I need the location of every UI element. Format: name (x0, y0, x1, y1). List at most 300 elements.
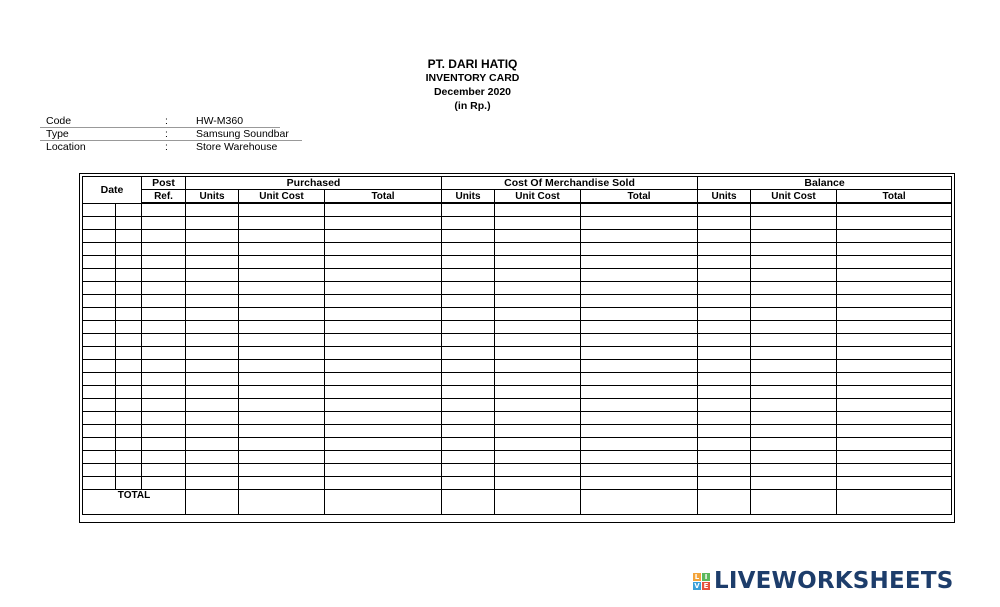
entry-cell[interactable] (837, 477, 952, 490)
entry-cell[interactable] (751, 217, 837, 230)
entry-cell[interactable] (325, 360, 442, 373)
meta-label-code: Code (46, 115, 72, 127)
entry-cell[interactable] (751, 399, 837, 412)
entry-cell[interactable] (581, 464, 698, 477)
entry-cell[interactable] (239, 295, 325, 308)
entry-cell[interactable] (581, 308, 698, 321)
entry-cell[interactable] (83, 334, 116, 347)
entry-cell[interactable] (581, 243, 698, 256)
entry-cell[interactable] (581, 347, 698, 360)
entry-cell[interactable] (83, 451, 116, 464)
entry-cell[interactable] (495, 334, 581, 347)
company-name: PT. DARI HATIQ (427, 57, 518, 71)
entry-cell[interactable] (116, 243, 142, 256)
entry-cell[interactable] (116, 464, 142, 477)
entry-cell[interactable] (116, 360, 142, 373)
entry-cell[interactable] (751, 438, 837, 451)
entry-cell[interactable] (837, 347, 952, 360)
entry-cell[interactable] (442, 464, 495, 477)
entry-cell[interactable] (325, 451, 442, 464)
entry-cell[interactable] (239, 425, 325, 438)
entry-cell[interactable] (837, 373, 952, 386)
entry-cell[interactable] (83, 438, 116, 451)
balance-header: Balance (698, 177, 952, 190)
entry-cell[interactable] (442, 295, 495, 308)
total-label: TOTAL (83, 490, 186, 515)
entry-cell[interactable] (116, 412, 142, 425)
entry-cell[interactable] (751, 295, 837, 308)
entry-cell[interactable] (495, 256, 581, 269)
entry-cell[interactable] (325, 347, 442, 360)
entry-cell[interactable] (83, 321, 116, 334)
entry-cell[interactable] (442, 425, 495, 438)
entry-cell[interactable] (751, 477, 837, 490)
entry-cell[interactable] (442, 230, 495, 243)
total-cell[interactable] (186, 490, 239, 515)
entry-cell[interactable] (442, 373, 495, 386)
entry-cell[interactable] (325, 399, 442, 412)
entry-cell[interactable] (325, 464, 442, 477)
entry-cell[interactable] (751, 282, 837, 295)
entry-cell[interactable] (751, 269, 837, 282)
table-row (83, 256, 952, 269)
entry-cell[interactable] (116, 425, 142, 438)
entry-cell[interactable] (325, 256, 442, 269)
entry-cell[interactable] (186, 360, 239, 373)
entry-cell[interactable] (581, 295, 698, 308)
entry-cell[interactable] (581, 451, 698, 464)
entry-cell[interactable] (142, 451, 186, 464)
entry-cell[interactable] (751, 334, 837, 347)
entry-cell[interactable] (239, 399, 325, 412)
entry-cell[interactable] (837, 334, 952, 347)
entry-cell[interactable] (837, 295, 952, 308)
entry-cell[interactable] (325, 282, 442, 295)
entry-cell[interactable] (186, 203, 239, 217)
entry-cell[interactable] (142, 373, 186, 386)
entry-cell[interactable] (83, 347, 116, 360)
entry-cell[interactable] (698, 360, 751, 373)
entry-cell[interactable] (186, 308, 239, 321)
total-cell[interactable] (751, 490, 837, 515)
entry-cell[interactable] (116, 203, 142, 217)
entry-cell[interactable] (581, 203, 698, 217)
entry-cell[interactable] (495, 269, 581, 282)
entry-cell[interactable] (495, 308, 581, 321)
entry-cell[interactable] (442, 477, 495, 490)
total-cell[interactable] (442, 490, 495, 515)
entry-cell[interactable] (186, 256, 239, 269)
entry-cell[interactable] (581, 360, 698, 373)
table-row (83, 425, 952, 438)
entry-cell[interactable] (442, 438, 495, 451)
entry-cell[interactable] (186, 425, 239, 438)
entry-cell[interactable] (116, 373, 142, 386)
entry-cell[interactable] (239, 256, 325, 269)
entry-cell[interactable] (837, 464, 952, 477)
meta-value-location: Store Warehouse (196, 141, 278, 153)
entry-cell[interactable] (495, 386, 581, 399)
entry-cell[interactable] (239, 243, 325, 256)
table-row (83, 451, 952, 464)
entry-cell[interactable] (698, 412, 751, 425)
entry-cell[interactable] (142, 412, 186, 425)
entry-cell[interactable] (239, 308, 325, 321)
entry-cell[interactable] (837, 412, 952, 425)
entry-cell[interactable] (751, 373, 837, 386)
entry-cell[interactable] (142, 282, 186, 295)
entry-cell[interactable] (186, 217, 239, 230)
entry-cell[interactable] (698, 477, 751, 490)
entry-cell[interactable] (751, 308, 837, 321)
entry-cell[interactable] (116, 438, 142, 451)
entry-cell[interactable] (837, 203, 952, 217)
entry-cell[interactable] (837, 321, 952, 334)
entry-cell[interactable] (442, 321, 495, 334)
entry-cell[interactable] (581, 373, 698, 386)
entry-cell[interactable] (837, 230, 952, 243)
entry-cell[interactable] (116, 217, 142, 230)
entry-cell[interactable] (581, 256, 698, 269)
entry-cell[interactable] (116, 386, 142, 399)
entry-cell[interactable] (837, 217, 952, 230)
entry-cell[interactable] (239, 282, 325, 295)
entry-cell[interactable] (116, 295, 142, 308)
entry-cell[interactable] (186, 243, 239, 256)
total-cell[interactable] (495, 490, 581, 515)
entry-cell[interactable] (581, 334, 698, 347)
entry-cell[interactable] (581, 438, 698, 451)
entry-cell[interactable] (698, 399, 751, 412)
entry-cell[interactable] (325, 373, 442, 386)
table-row (83, 230, 952, 243)
entry-cell[interactable] (239, 321, 325, 334)
entry-cell[interactable] (837, 243, 952, 256)
entry-cell[interactable] (186, 438, 239, 451)
entry-cell[interactable] (581, 282, 698, 295)
entry-cell[interactable] (837, 308, 952, 321)
entry-cell[interactable] (442, 282, 495, 295)
entry-cell[interactable] (581, 321, 698, 334)
entry-cell[interactable] (83, 412, 116, 425)
entry-cell[interactable] (495, 360, 581, 373)
entry-cell[interactable] (581, 217, 698, 230)
entry-cell[interactable] (239, 464, 325, 477)
entry-cell[interactable] (142, 425, 186, 438)
entry-cell[interactable] (142, 321, 186, 334)
entry-cell[interactable] (83, 399, 116, 412)
entry-cell[interactable] (751, 347, 837, 360)
entry-cell[interactable] (142, 230, 186, 243)
entry-cell[interactable] (698, 373, 751, 386)
entry-cell[interactable] (581, 399, 698, 412)
entry-cell[interactable] (83, 386, 116, 399)
entry-cell[interactable] (116, 399, 142, 412)
entry-cell[interactable] (698, 230, 751, 243)
entry-cell[interactable] (581, 230, 698, 243)
entry-cell[interactable] (186, 321, 239, 334)
entry-cell[interactable] (83, 464, 116, 477)
entry-cell[interactable] (83, 230, 116, 243)
liveworksheets-logo (693, 568, 953, 594)
entry-cell[interactable] (142, 295, 186, 308)
entry-cell[interactable] (83, 425, 116, 438)
entry-cell[interactable] (83, 269, 116, 282)
entry-cell[interactable] (239, 477, 325, 490)
entry-cell[interactable] (698, 203, 751, 217)
currency-note: (in Rp.) (454, 100, 491, 112)
entry-cell[interactable] (442, 256, 495, 269)
entry-cell[interactable] (442, 203, 495, 217)
entry-cell[interactable] (325, 386, 442, 399)
entry-cell[interactable] (142, 464, 186, 477)
entry-cell[interactable] (837, 386, 952, 399)
entry-cell[interactable] (442, 360, 495, 373)
entry-cell[interactable] (495, 203, 581, 217)
entry-cell[interactable] (837, 269, 952, 282)
entry-cell[interactable] (186, 386, 239, 399)
entry-cell[interactable] (186, 373, 239, 386)
meta-value-type: Samsung Soundbar (196, 128, 289, 140)
entry-cell[interactable] (186, 295, 239, 308)
entry-cell[interactable] (186, 451, 239, 464)
entry-cell[interactable] (495, 399, 581, 412)
entry-cell[interactable] (495, 451, 581, 464)
entry-cell[interactable] (83, 295, 116, 308)
entry-cell[interactable] (116, 230, 142, 243)
entry-cell[interactable] (698, 425, 751, 438)
entry-cell[interactable] (142, 203, 186, 217)
entry-cell[interactable] (751, 203, 837, 217)
entry-cell[interactable] (142, 308, 186, 321)
entry-cell[interactable] (116, 256, 142, 269)
entry-cell[interactable] (837, 399, 952, 412)
cogs-total-header: Total (581, 190, 698, 204)
entry-cell[interactable] (186, 334, 239, 347)
entry-cell[interactable] (442, 412, 495, 425)
entry-cell[interactable] (186, 477, 239, 490)
table-row (83, 217, 952, 230)
entry-cell[interactable] (581, 412, 698, 425)
entry-cell[interactable] (837, 451, 952, 464)
entry-cell[interactable] (495, 412, 581, 425)
entry-cell[interactable] (495, 477, 581, 490)
entry-cell[interactable] (116, 282, 142, 295)
entry-cell[interactable] (837, 256, 952, 269)
entry-cell[interactable] (442, 399, 495, 412)
entry-cell[interactable] (495, 464, 581, 477)
table-row (83, 477, 952, 490)
total-cell[interactable] (581, 490, 698, 515)
entry-cell[interactable] (751, 256, 837, 269)
entry-cell[interactable] (83, 243, 116, 256)
entry-cell[interactable] (698, 282, 751, 295)
entry-cell[interactable] (116, 269, 142, 282)
entry-cell[interactable] (442, 217, 495, 230)
entry-cell[interactable] (142, 217, 186, 230)
entry-cell[interactable] (495, 295, 581, 308)
purchased-total-header: Total (325, 190, 442, 204)
entry-cell[interactable] (83, 203, 116, 217)
entry-cell[interactable] (239, 373, 325, 386)
entry-cell[interactable] (142, 256, 186, 269)
meta-value-code: HW-M360 (196, 115, 244, 127)
entry-cell[interactable] (837, 438, 952, 451)
entry-cell[interactable] (442, 243, 495, 256)
entry-cell[interactable] (325, 308, 442, 321)
entry-cell[interactable] (116, 308, 142, 321)
entry-cell[interactable] (581, 269, 698, 282)
entry-cell[interactable] (186, 412, 239, 425)
entry-cell[interactable] (495, 373, 581, 386)
entry-cell[interactable] (325, 438, 442, 451)
entry-cell[interactable] (83, 282, 116, 295)
entry-cell[interactable] (239, 438, 325, 451)
entry-cell[interactable] (239, 412, 325, 425)
entry-cell[interactable] (751, 230, 837, 243)
entry-cell[interactable] (751, 386, 837, 399)
entry-cell[interactable] (325, 334, 442, 347)
entry-cell[interactable] (239, 386, 325, 399)
entry-cell[interactable] (325, 477, 442, 490)
entry-cell[interactable] (116, 477, 142, 490)
entry-cell[interactable] (442, 334, 495, 347)
entry-cell[interactable] (442, 451, 495, 464)
cogs-unit-cost-header: Unit Cost (495, 190, 581, 204)
entry-cell[interactable] (325, 230, 442, 243)
entry-cell[interactable] (325, 321, 442, 334)
total-cell[interactable] (239, 490, 325, 515)
entry-cell[interactable] (186, 282, 239, 295)
entry-cell[interactable] (142, 360, 186, 373)
entry-cell[interactable] (142, 334, 186, 347)
entry-cell[interactable] (142, 269, 186, 282)
entry-cell[interactable] (442, 269, 495, 282)
entry-cell[interactable] (186, 230, 239, 243)
entry-cell[interactable] (239, 334, 325, 347)
entry-cell[interactable] (142, 399, 186, 412)
entry-cell[interactable] (116, 334, 142, 347)
entry-cell[interactable] (239, 360, 325, 373)
entry-cell[interactable] (186, 347, 239, 360)
entry-cell[interactable] (239, 451, 325, 464)
entry-cell[interactable] (751, 360, 837, 373)
entry-cell[interactable] (581, 477, 698, 490)
entry-cell[interactable] (142, 386, 186, 399)
table-row (83, 269, 952, 282)
entry-cell[interactable] (698, 295, 751, 308)
table-row (83, 347, 952, 360)
entry-cell[interactable] (698, 386, 751, 399)
purchased-unit-cost-header: Unit Cost (239, 190, 325, 204)
entry-cell[interactable] (83, 373, 116, 386)
entry-cell[interactable] (698, 321, 751, 334)
entry-cell[interactable] (83, 217, 116, 230)
entry-cell[interactable] (325, 217, 442, 230)
entry-cell[interactable] (325, 269, 442, 282)
entry-cell[interactable] (239, 269, 325, 282)
entry-cell[interactable] (495, 230, 581, 243)
entry-cell[interactable] (837, 360, 952, 373)
entry-cell[interactable] (751, 425, 837, 438)
entry-cell[interactable] (186, 399, 239, 412)
meta-row-location (46, 141, 346, 154)
entry-cell[interactable] (698, 464, 751, 477)
entry-cell[interactable] (239, 347, 325, 360)
entry-cell[interactable] (83, 360, 116, 373)
entry-cell[interactable] (698, 243, 751, 256)
entry-cell[interactable] (698, 217, 751, 230)
entry-cell[interactable] (239, 230, 325, 243)
entry-cell[interactable] (698, 438, 751, 451)
entry-cell[interactable] (83, 256, 116, 269)
entry-cell[interactable] (698, 256, 751, 269)
inventory-card (79, 173, 955, 523)
entry-cell[interactable] (442, 386, 495, 399)
entry-cell[interactable] (186, 464, 239, 477)
entry-cell[interactable] (442, 308, 495, 321)
entry-cell[interactable] (698, 308, 751, 321)
table-row (83, 334, 952, 347)
entry-cell[interactable] (837, 425, 952, 438)
entry-cell[interactable] (751, 412, 837, 425)
entry-cell[interactable] (142, 347, 186, 360)
entry-cell[interactable] (239, 203, 325, 217)
entry-cell[interactable] (142, 243, 186, 256)
entry-cell[interactable] (751, 464, 837, 477)
entry-cell[interactable] (837, 282, 952, 295)
entry-cell[interactable] (116, 451, 142, 464)
entry-cell[interactable] (751, 243, 837, 256)
entry-cell[interactable] (325, 243, 442, 256)
table-row (83, 438, 952, 451)
entry-cell[interactable] (495, 282, 581, 295)
total-cell[interactable] (325, 490, 442, 515)
entry-cell[interactable] (83, 308, 116, 321)
entry-cell[interactable] (495, 425, 581, 438)
total-cell[interactable] (837, 490, 952, 515)
entry-cell[interactable] (142, 438, 186, 451)
entry-cell[interactable] (495, 217, 581, 230)
entry-cell[interactable] (442, 347, 495, 360)
entry-cell[interactable] (495, 243, 581, 256)
entry-cell[interactable] (495, 321, 581, 334)
entry-cell[interactable] (581, 386, 698, 399)
entry-cell[interactable] (495, 347, 581, 360)
entry-cell[interactable] (698, 451, 751, 464)
entry-cell[interactable] (186, 269, 239, 282)
entry-cell[interactable] (142, 477, 186, 490)
entry-cell[interactable] (239, 217, 325, 230)
total-row (83, 490, 952, 515)
entry-cell[interactable] (325, 412, 442, 425)
entry-cell[interactable] (751, 451, 837, 464)
table-row (83, 308, 952, 321)
entry-cell[interactable] (698, 347, 751, 360)
total-cell[interactable] (698, 490, 751, 515)
entry-cell[interactable] (495, 438, 581, 451)
entry-cell[interactable] (83, 477, 116, 490)
entry-cell[interactable] (325, 425, 442, 438)
entry-cell[interactable] (751, 321, 837, 334)
entry-cell[interactable] (325, 295, 442, 308)
entry-cell[interactable] (116, 321, 142, 334)
entry-cell[interactable] (698, 269, 751, 282)
entry-cell[interactable] (325, 203, 442, 217)
entry-cell[interactable] (116, 347, 142, 360)
entry-cell[interactable] (581, 425, 698, 438)
entry-cell[interactable] (698, 334, 751, 347)
